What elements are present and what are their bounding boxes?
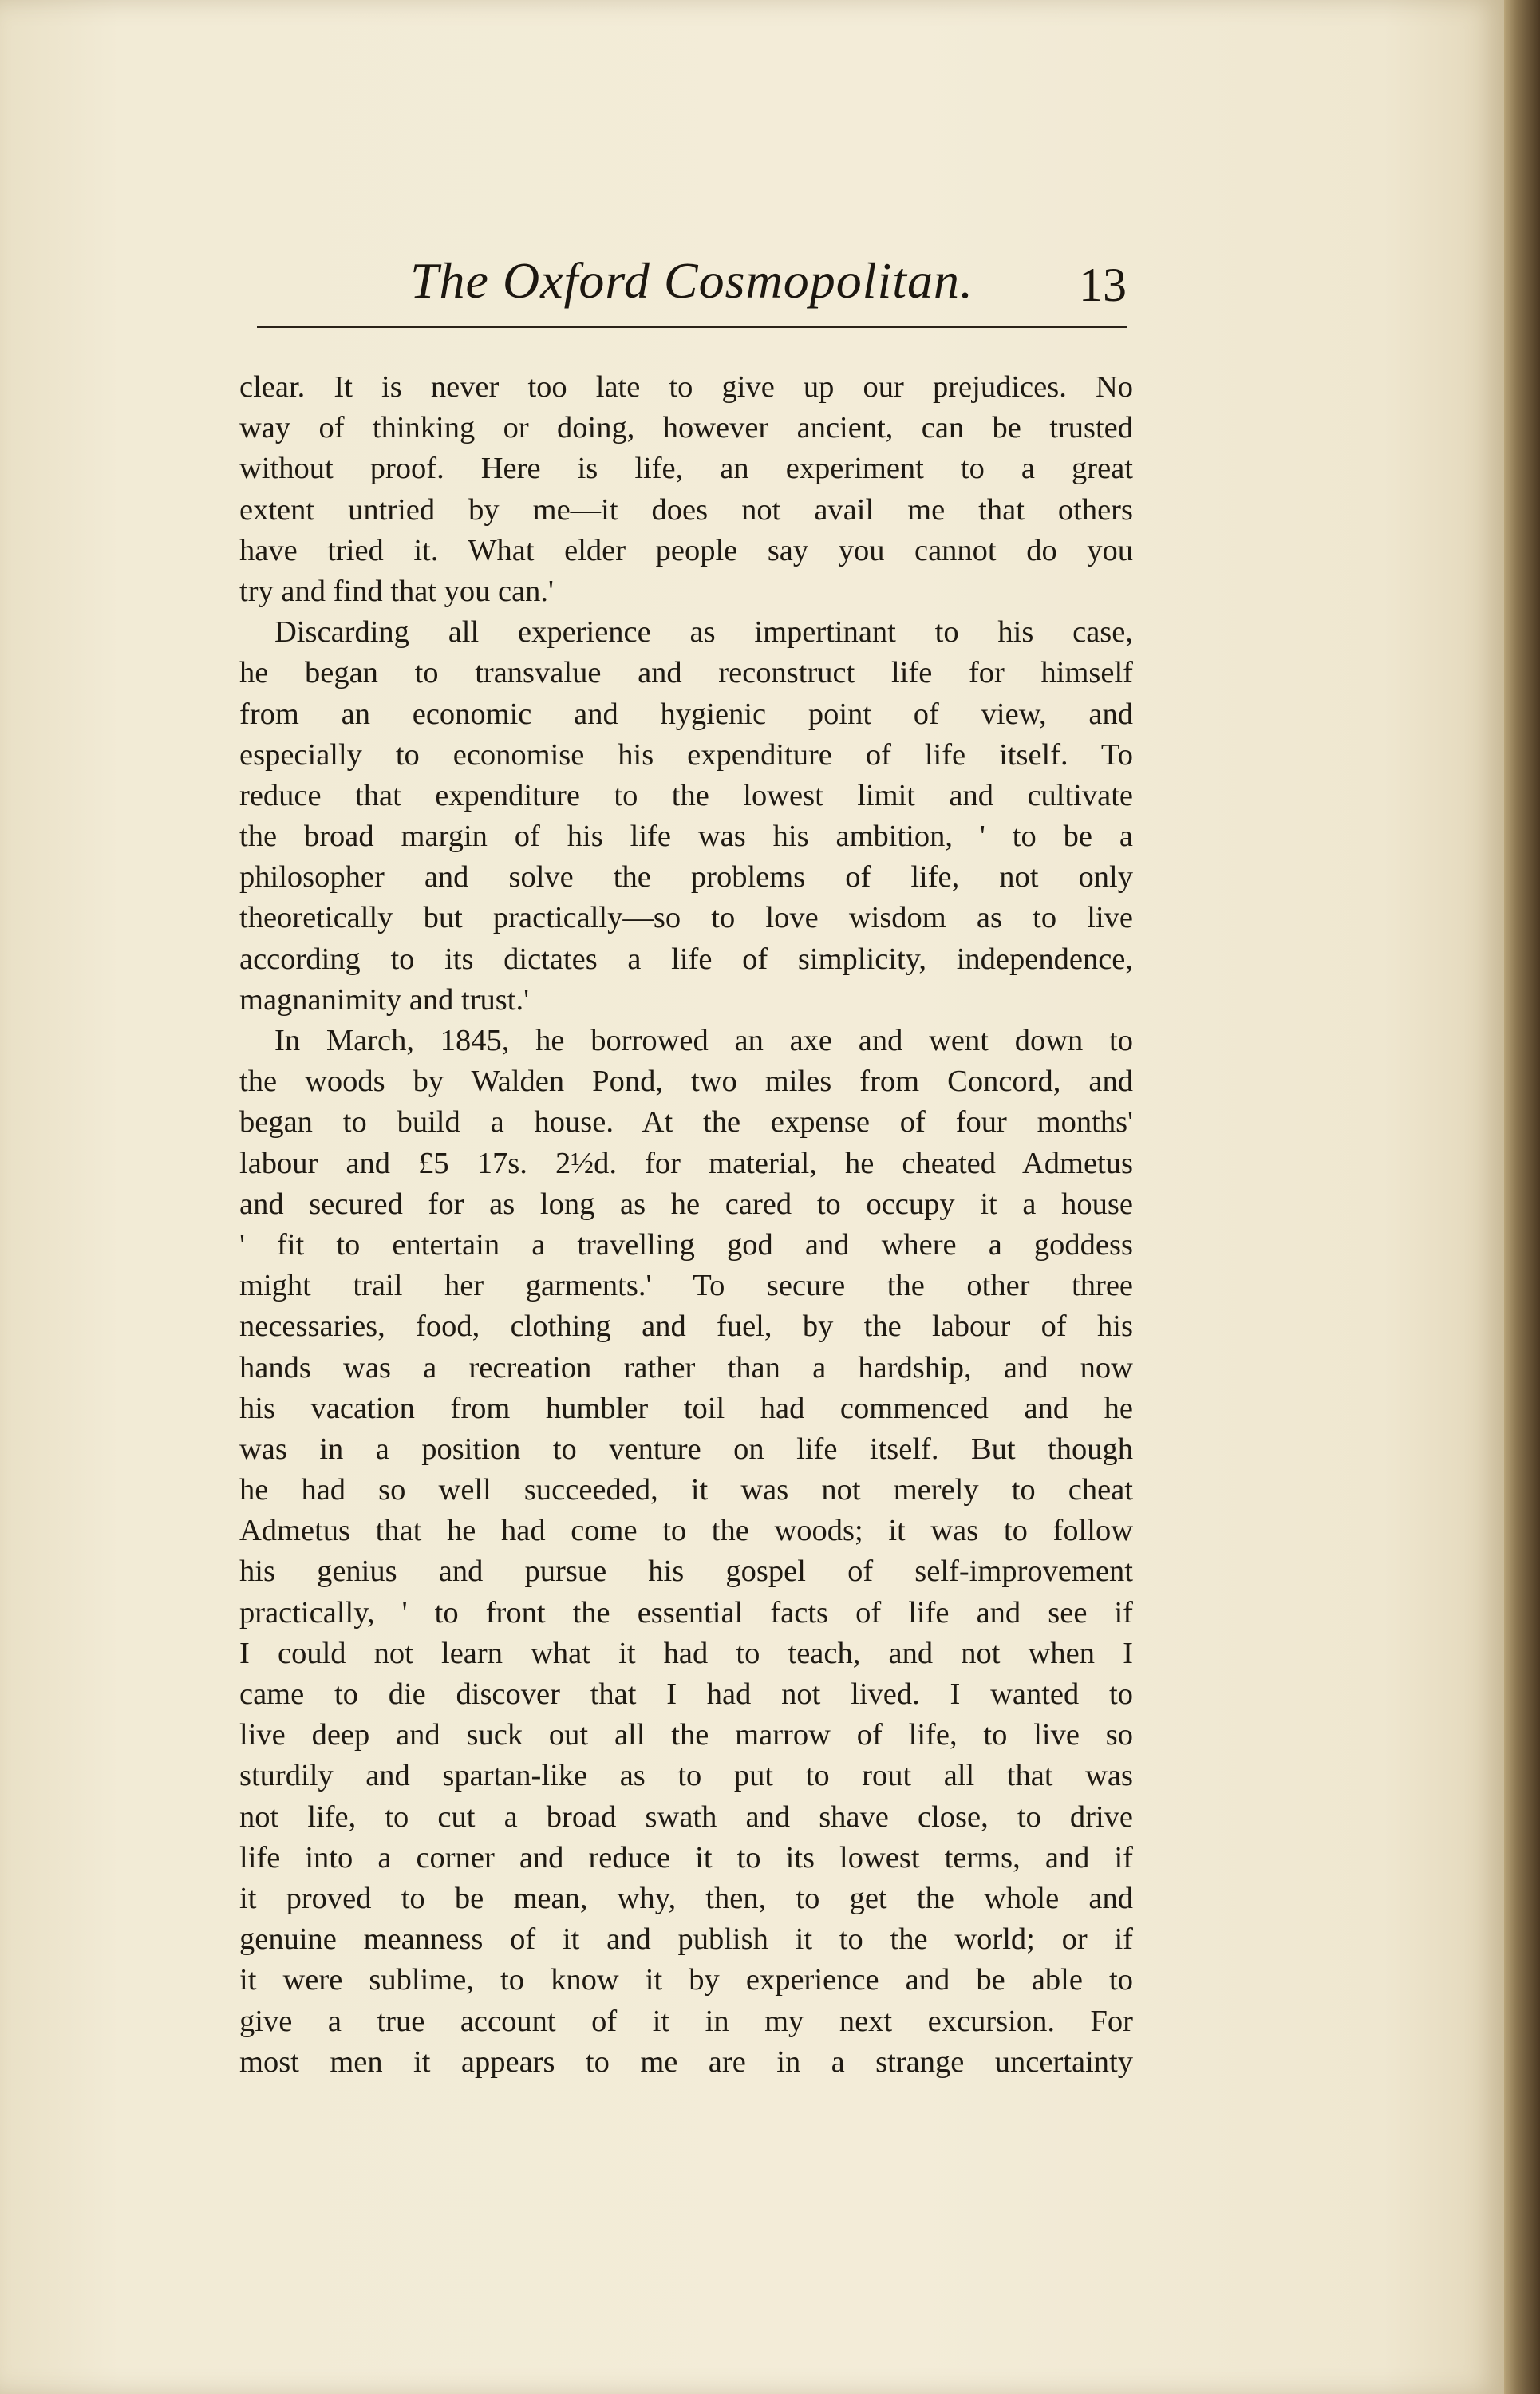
text-line: live deep and suck out all the marrow of life, to live so [239,1718,1133,1752]
text-line: and secured for as long as he cared to occupy it a house [239,1187,1133,1221]
text-line: life into a corner and reduce it to its lowest terms, and if [239,1840,1133,1875]
page-number: 13 [1079,259,1127,311]
text-line: might trail her garments.' To secure the other three [239,1269,1133,1303]
text-line: from an economic and hygienic point of view, and [239,697,1133,731]
text-line: practically, ' to front the essential facts of life and see if [239,1595,1133,1630]
text-line: according to its dictates a life of simplicity, independence, [239,942,1133,976]
journal-title: The Oxford Cosmopolitan. [409,252,974,309]
text-line: his vacation from humbler toil had commenced and he [239,1391,1133,1425]
text-line: he began to transvalue and reconstruct life for himself [239,656,1133,690]
text-line: his genius and pursue his gospel of self-improvement [239,1555,1133,1589]
text-line: it were sublime, to know it by experience and be able to [239,1963,1133,1997]
text-line: was in a position to venture on life itself. But though [239,1432,1133,1466]
text-line: he had so well succeeded, it was not merely to cheat [239,1473,1133,1507]
text-line: not life, to cut a broad swath and shave close, to drive [239,1799,1133,1834]
text-line: labour and £5 17s. 2½d. for material, he cheated Admetus [239,1146,1133,1180]
text-line: I could not learn what it had to teach, and not when I [239,1636,1133,1670]
text-line: the broad margin of his life was his ambition, ' to be a [239,820,1133,854]
body-text [239,367,1133,2083]
text-line: most men it appears to me are in a strange uncertainty [239,2044,1133,2079]
text-line: began to build a house. At the expense of four months' [239,1105,1133,1140]
page-edge [1504,0,1540,2394]
text-line: theoretically but practically—so to love wisdom as to live [239,901,1133,935]
text-line: hands was a recreation rather than a hardship, and now [239,1350,1133,1385]
text-line: necessaries, food, clothing and fuel, by the labour of his [239,1310,1133,1344]
text-line: Admetus that he had come to the woods; it was to follow [239,1514,1133,1548]
text-line: the woods by Walden Pond, two miles from Concord, and [239,1065,1133,1099]
text-line: it proved to be mean, why, then, to get the whole and [239,1881,1133,1915]
text-line: Discarding all experience as impertinant to his case, [274,615,1133,650]
text-line: way of thinking or doing, however ancient, can be trusted [239,411,1133,445]
text-line: came to die discover that I had not lived. I wanted to [239,1677,1133,1711]
running-header [257,243,1127,319]
text-line: give a true account of it in my next excursion. For [239,2004,1133,2038]
text-line: In March, 1845, he borrowed an axe and went down to [274,1024,1133,1057]
text-line: clear. It is never too late to give up our prejudices. No [239,370,1133,404]
text-line: without proof. Here is life, an experiment to a great [239,452,1133,486]
header-rule [257,326,1127,328]
text-line: especially to economise his expenditure of life itself. To [239,737,1133,772]
text-line: reduce that expenditure to the lowest limit and cultivate [239,778,1133,812]
text-line: philosopher and solve the problems of life, not only [239,860,1133,895]
text-line: have tried it. What elder people say you cannot do you [239,533,1133,567]
text-line: sturdily and spartan-like as to put to rout all that was [239,1759,1133,1793]
text-line: ' fit to entertain a travelling god and where a goddess [239,1227,1133,1262]
text-line: extent untried by me—it does not avail me that others [239,492,1133,527]
text-line: try and find that you can.' [239,574,554,608]
text-line: genuine meanness of it and publish it to the world; or if [239,1922,1133,1957]
text-line: magnanimity and trust.' [239,982,530,1017]
